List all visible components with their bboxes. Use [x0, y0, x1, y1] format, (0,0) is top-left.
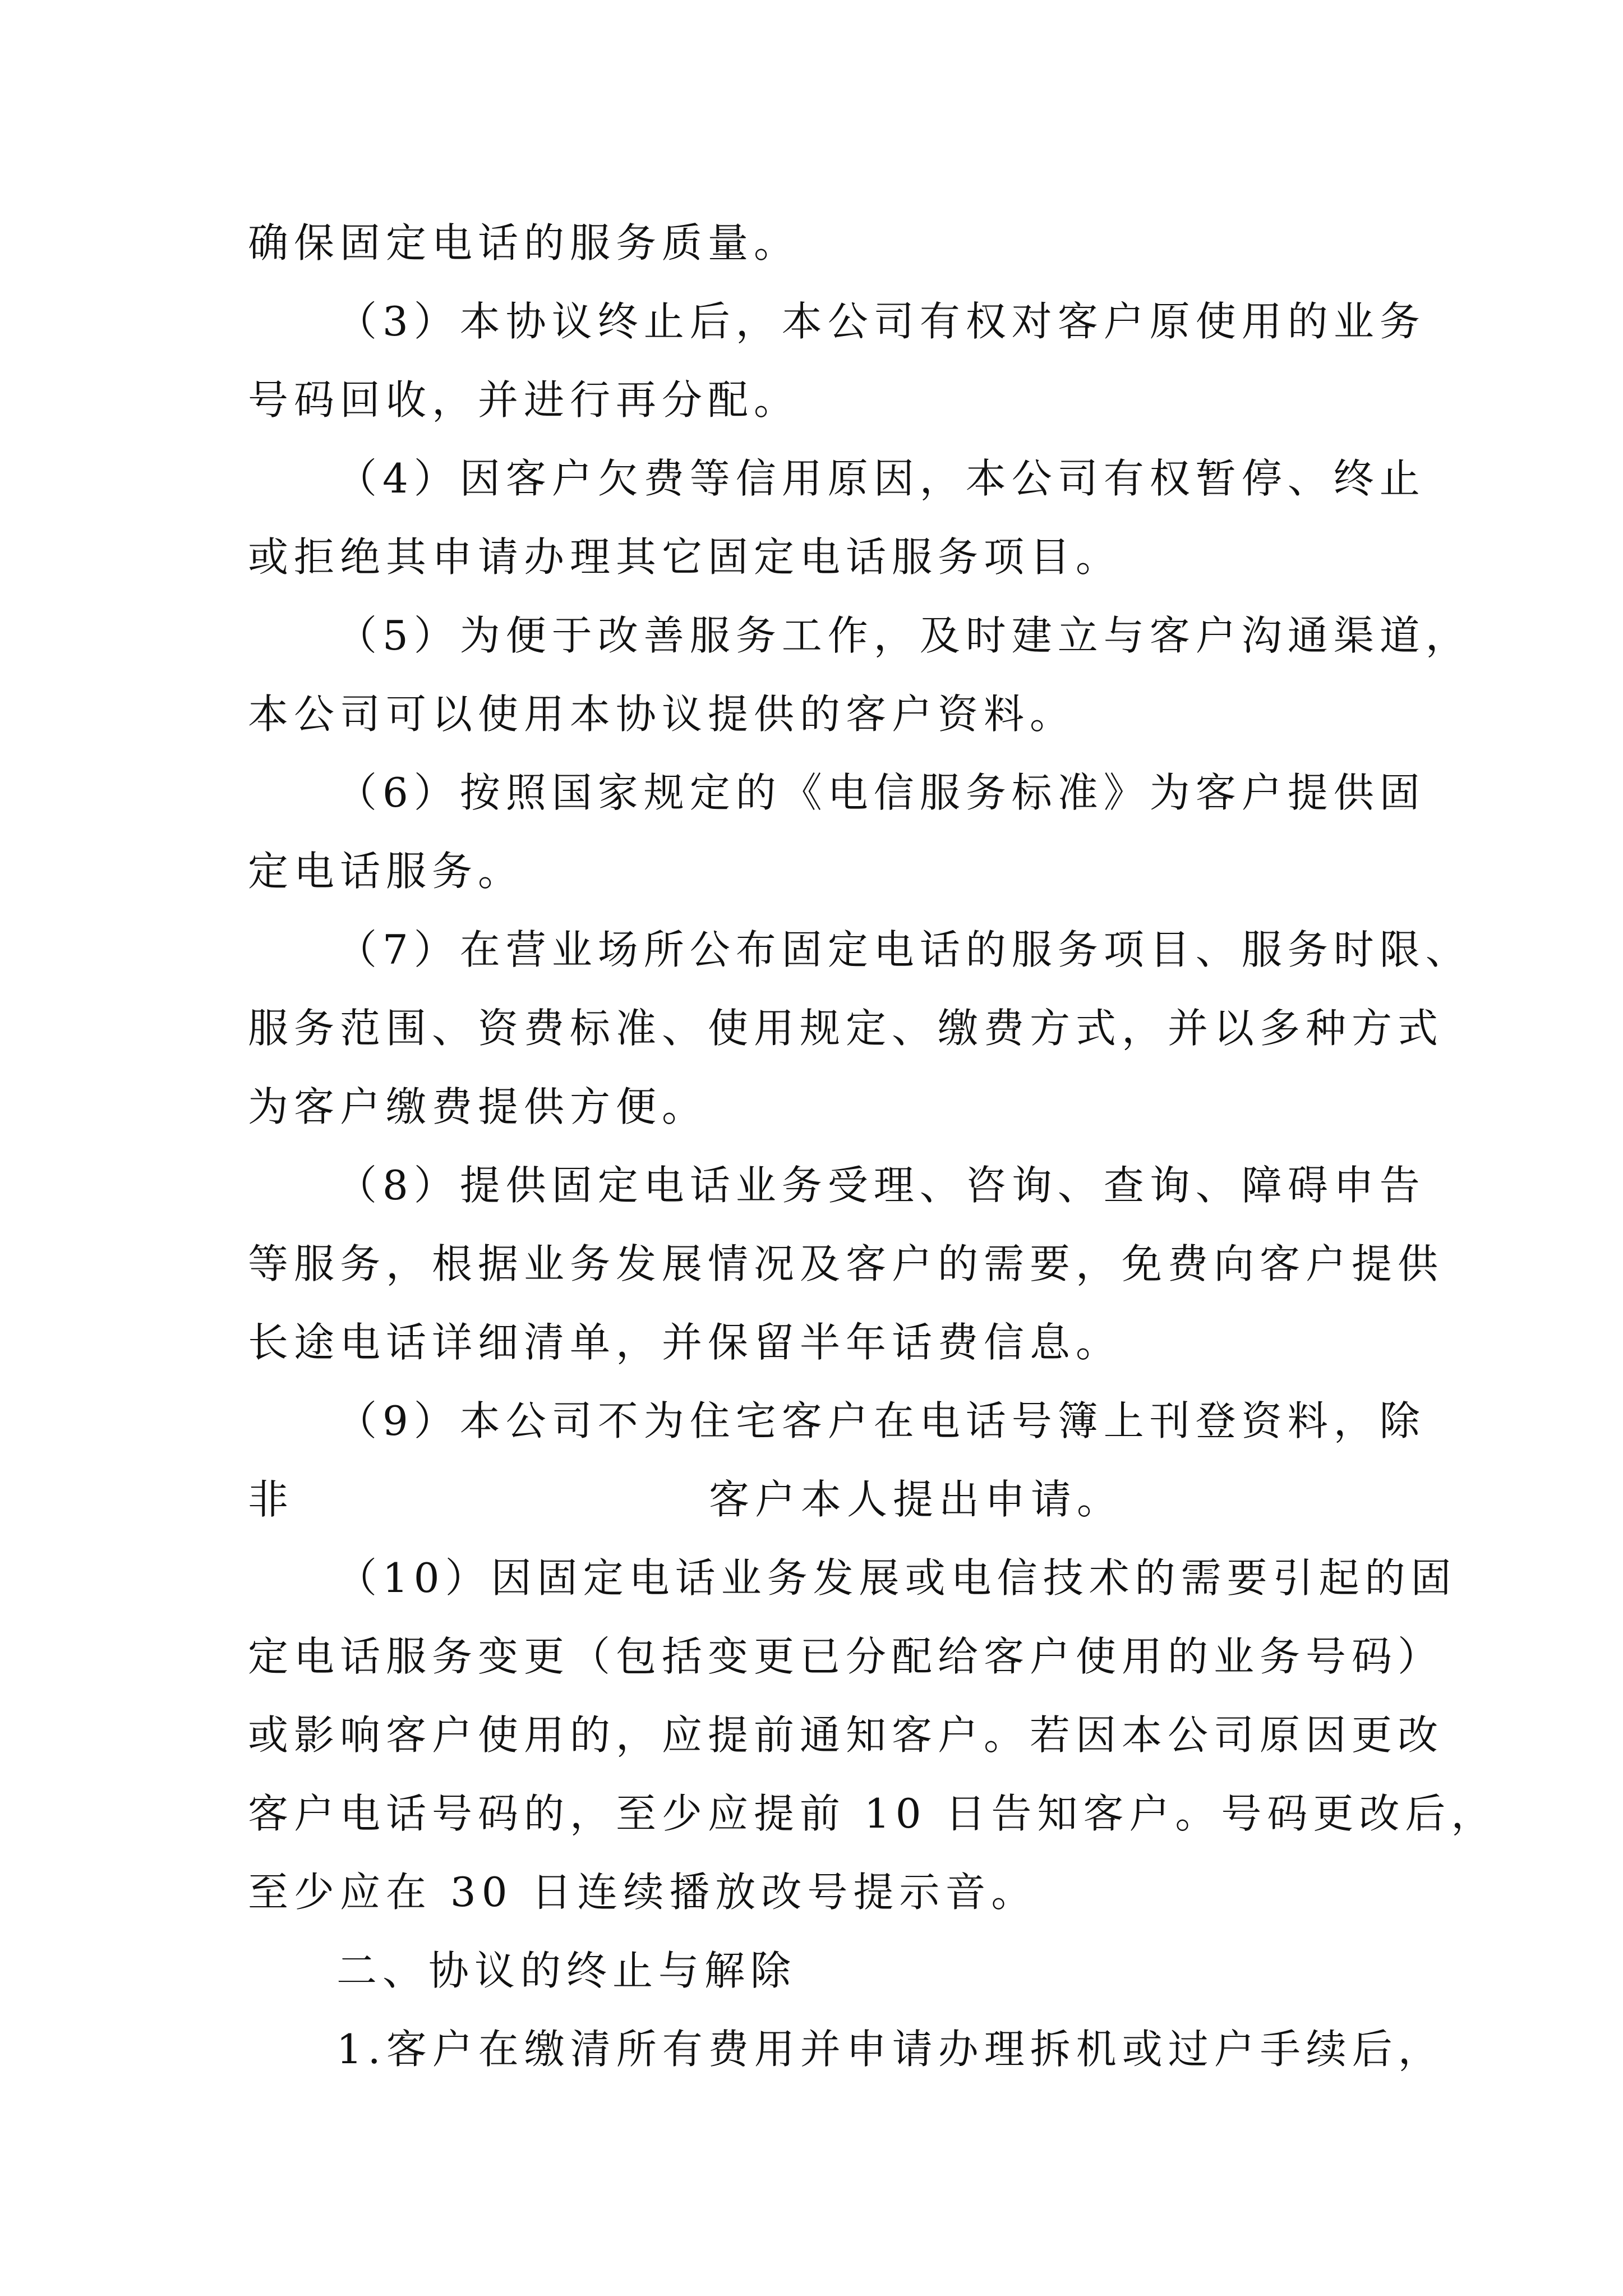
text-line: （5）为便于改善服务工作，及时建立与客户沟通渠道，	[336, 612, 1472, 659]
text-line: 或拒绝其申请办理其它固定电话服务项目。	[248, 533, 1122, 581]
text-line: 1.客户在缴清所有费用并申请办理拆机或过户手续后，	[336, 2026, 1444, 2073]
text-line: 长途电话详细清单，并保留半年话费信息。	[248, 1319, 1122, 1366]
text-line: （7）在营业场所公布固定电话的服务项目、服务时限、	[336, 926, 1472, 973]
text-line: 至少应在 30 日连续播放改号提示音。	[248, 1869, 1038, 1916]
text-line: 或影响客户使用的，应提前通知客户。若因本公司原因更改	[248, 1711, 1444, 1759]
text-line-split	[248, 1474, 1123, 1525]
text-line: 号码回收，并进行再分配。	[248, 376, 800, 424]
text-line: 服务范围、资费标准、使用规定、缴费方式，并以多种方式	[248, 1005, 1444, 1052]
text-line: （3）本协议终止后，本公司有权对客户原使用的业务	[336, 298, 1426, 345]
text-fragment: 客户本人提出申请。	[709, 1476, 1123, 1523]
text-line: 定电话服务变更（包括变更已分配给客户使用的业务号码）	[248, 1633, 1444, 1680]
text-line: （10）因固定电话业务发展或电信技术的需要引起的固	[336, 1554, 1457, 1602]
text-line: 本公司可以使用本协议提供的客户资料。	[248, 691, 1076, 738]
text-line: （9）本公司不为住宅客户在电话号簿上刊登资料，除	[336, 1397, 1426, 1444]
text-line: 定电话服务。	[248, 848, 524, 895]
text-line: 等服务，根据业务发展情况及客户的需要，免费向客户提供	[248, 1240, 1444, 1287]
text-line: 客户电话号码的，至少应提前 10 日告知客户。号码更改后，	[248, 1790, 1497, 1837]
text-line: 为客户缴费提供方便。	[248, 1083, 708, 1130]
text-line: （8）提供固定电话业务受理、咨询、查询、障碍申告	[336, 1162, 1426, 1209]
text-line: 确保固定电话的服务质量。	[248, 219, 800, 266]
text-line: （4）因客户欠费等信用原因，本公司有权暂停、终止	[336, 455, 1426, 502]
section-heading: 二、协议的终止与解除	[336, 1947, 797, 1994]
text-line: （6）按照国家规定的《电信服务标准》为客户提供固	[336, 769, 1426, 816]
text-fragment: 非	[248, 1476, 294, 1523]
